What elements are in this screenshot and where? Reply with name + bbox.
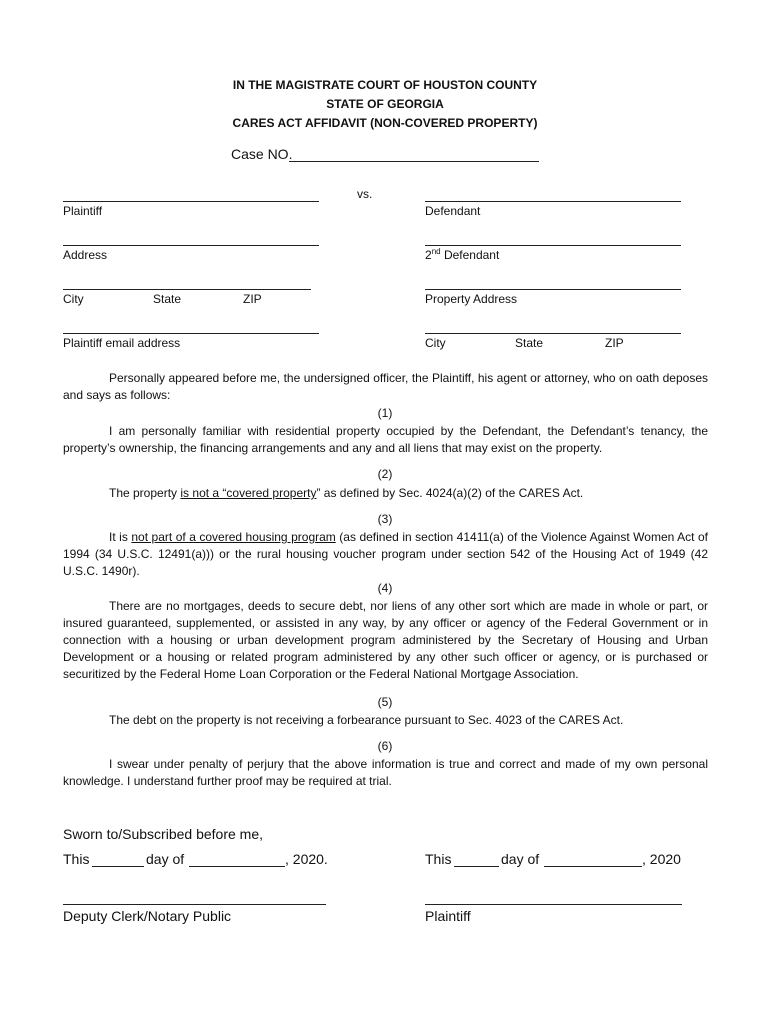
court-title: IN THE MAGISTRATE COURT OF HOUSTON COUNTY xyxy=(232,78,538,92)
item-6-text: I swear under penalty of perjury that the above information is true and correct and made of my own personal knowledge. I understand further proof may be required at trial. xyxy=(63,757,708,788)
left-day-of-label: day of xyxy=(146,851,185,867)
item-1-text: I am personally familiar with residential property occupied by the Defendant, the Defendant’s tenancy, the property’s ownership, the financing arrangements and any and all liens that may exist on the property. xyxy=(63,424,708,455)
clerk-signature-label: Deputy Clerk/Notary Public xyxy=(63,908,232,924)
item-4-number: (4) xyxy=(377,581,393,595)
clerk-signature-field[interactable] xyxy=(63,904,326,905)
item-4-text: There are no mortgages, deeds to secure debt, nor liens of any other sort which are made in whole or part, or insured guaranteed, supplemented, or assisted in any way, by any officer or agency of the Federal Government or in connection with a housing or urban development program administered by the Secretary of Housing and Urban Development or a housing or related program administered by any other such officer or agency, or is purchased or securitized by the Federal Home Loan Corporation or the Federal National Mortgage Association. xyxy=(63,599,708,681)
plaintiff-field[interactable] xyxy=(63,201,319,202)
item-5-number: (5) xyxy=(377,695,393,709)
property-city-label: City xyxy=(425,336,446,350)
second-defendant-field[interactable] xyxy=(425,245,681,246)
state-label: State xyxy=(153,292,182,306)
document-title: CARES ACT AFFIDAVIT (NON-COVERED PROPERTY) xyxy=(232,116,538,130)
vs-label: vs. xyxy=(357,187,373,201)
case-no-field[interactable] xyxy=(289,161,539,162)
right-day-of-label: day of xyxy=(501,851,540,867)
item-2-text: The property is not a “covered property” as defined by Sec. 4024(a)(2) of the CARES Act. xyxy=(109,486,584,500)
case-no-label: Case NO. xyxy=(231,146,293,162)
right-day-field[interactable] xyxy=(454,866,499,867)
left-month-field[interactable] xyxy=(189,866,285,867)
plaintiff-email-label: Plaintiff email address xyxy=(63,336,181,350)
intro-paragraph: Personally appeared before me, the undersigned officer, the Plaintiff, his agent or attorney, who on oath deposes and says as follows: xyxy=(63,371,708,402)
plaintiff-email-field[interactable] xyxy=(63,333,319,334)
address-label: Address xyxy=(63,248,108,262)
city-label: City xyxy=(63,292,84,306)
plaintiff-label: Plaintiff xyxy=(63,204,103,218)
plaintiff-signature-field[interactable] xyxy=(425,904,682,905)
right-this-label: This xyxy=(425,851,452,867)
property-address-label: Property Address xyxy=(425,292,518,306)
property-state-label: State xyxy=(515,336,544,350)
second-defendant-label: 2nd Defendant xyxy=(425,247,500,262)
property-city-state-zip-field[interactable] xyxy=(425,333,681,334)
plaintiff-signature-label: Plaintiff xyxy=(425,908,471,924)
right-year-label: , 2020 xyxy=(642,851,681,867)
item-3-text: It is not part of a covered housing program (as defined in section 41411(a) of the Violence Against Women Act of 1994 (34 U.S.C. 12491(a))) or the rural housing voucher program under section 542 of the Housing Act of 1949 (42 U.S.C. 1490r). xyxy=(63,530,708,578)
right-month-field[interactable] xyxy=(544,866,642,867)
item-5-text: The debt on the property is not receiving a forbearance pursuant to Sec. 4023 of the CARES Act. xyxy=(109,713,624,727)
left-year-label: , 2020. xyxy=(285,851,328,867)
item-6-number: (6) xyxy=(377,739,393,753)
state-title: STATE OF GEORGIA xyxy=(326,97,444,111)
city-state-zip-field[interactable] xyxy=(63,289,311,290)
address-field[interactable] xyxy=(63,245,319,246)
sworn-statement: Sworn to/Subscribed before me, xyxy=(63,826,263,842)
defendant-field[interactable] xyxy=(425,201,681,202)
property-address-field[interactable] xyxy=(425,289,681,290)
left-day-field[interactable] xyxy=(92,866,144,867)
item-2-number: (2) xyxy=(377,467,393,481)
zip-label: ZIP xyxy=(243,292,262,306)
item-3-number: (3) xyxy=(377,512,393,526)
defendant-label: Defendant xyxy=(425,204,481,218)
left-this-label: This xyxy=(63,851,90,867)
property-zip-label: ZIP xyxy=(605,336,624,350)
item-1-number: (1) xyxy=(377,406,393,420)
